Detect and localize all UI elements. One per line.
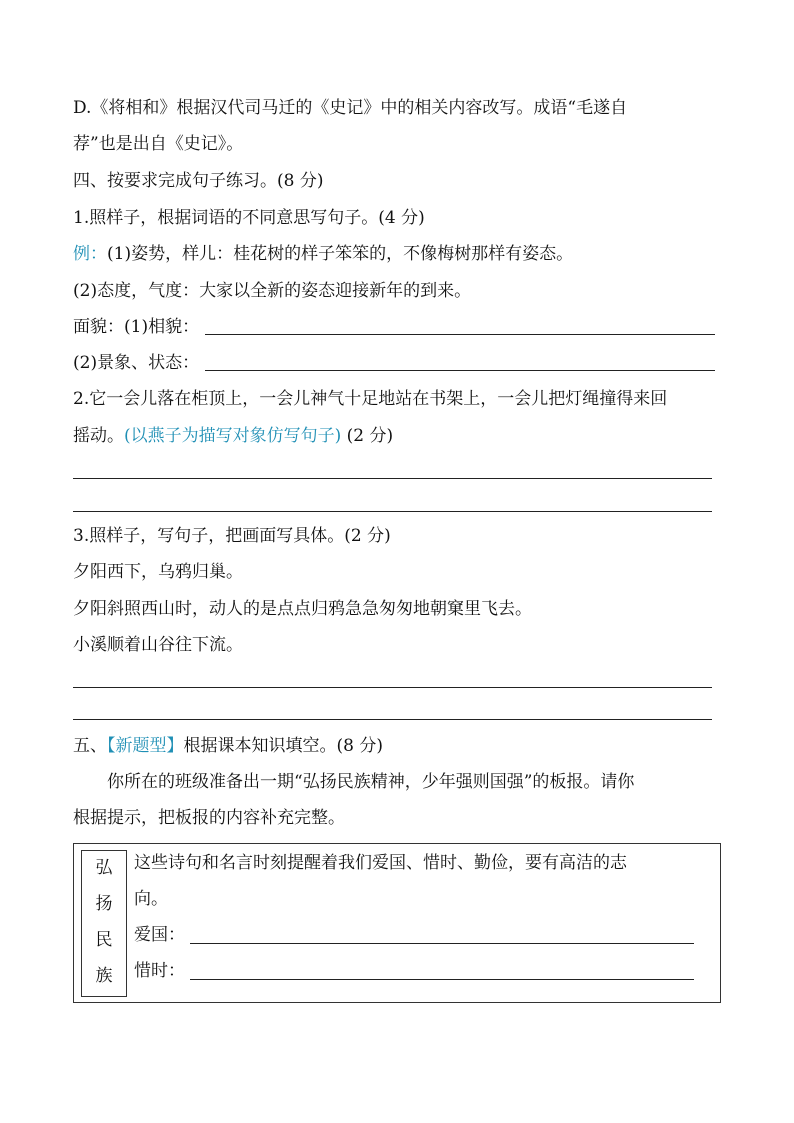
board-side-char-3: 民 [95,930,113,950]
q2-line2-start: 摇动。 [73,426,124,446]
board-side-char-2: 扬 [95,894,113,914]
board-side-char-1: 弘 [95,858,113,878]
board-label-time: 惜时： [134,961,185,981]
patriot-answer-line[interactable] [190,943,694,944]
section-5-prefix: 五、 [73,736,107,756]
section-5-intro2: 根据提示，把板报的内容补充完整。 [73,808,345,828]
q1-item1-label: 面貌：(1)相貌： [73,317,200,337]
q2-hint: (以燕子为描写对象仿写句子) [124,426,342,446]
q3-sentence3: 小溪顺着山谷往下流。 [73,635,243,655]
q1-example1: (1)姿势，样儿：桂花树的样子笨笨的，不像梅树那样有姿态。 [107,244,574,264]
section-5-title-rest: 根据课本知识填空。(8 分) [183,736,383,756]
board-side-char-4: 族 [95,966,113,986]
board-side-column [81,850,127,997]
example-tag: 例： [73,244,107,264]
q2-answer-line-2[interactable] [73,511,712,512]
q2-line1: 2.它一会儿落在柜顶上，一会儿神气十足地站在书架上，一会儿把灯绳撞得来回 [73,389,668,409]
section-4-title: 四、按要求完成句子练习。(8 分) [73,171,324,191]
section-5-title [73,735,383,757]
section-5-intro1: 你所在的班级准备出一期“弘扬民族精神，少年强则国强”的板报。请你 [107,772,635,792]
time-answer-line[interactable] [190,979,694,980]
q3-sentence2: 夕阳斜照西山时，动人的是点点归鸦急急匆匆地朝窠里飞去。 [73,599,532,619]
board-label-patriot: 爱国： [134,925,185,945]
q1-item1-answer-line[interactable] [205,334,715,335]
q1-item2-label: (2)景象、状态： [73,353,200,373]
q2-points: (2 分) [341,426,394,446]
q1-example1-line [73,243,573,265]
question-d-line2: 荐”也是出自《史记》。 [73,134,244,154]
q2-line2 [73,425,393,447]
board-text-line2: 向。 [134,889,168,909]
q3-sentence1: 夕阳西下，乌鸦归巢。 [73,562,243,582]
q3-answer-line-1[interactable] [73,687,712,688]
q3-answer-line-2[interactable] [73,719,712,720]
blackboard-box [73,843,721,1003]
q2-answer-line-1[interactable] [73,478,712,479]
question-d-line1: D.《将相和》根据汉代司马迁的《史记》中的相关内容改写。成语“毛遂自 [73,98,628,118]
q1-item2-answer-line[interactable] [205,370,715,371]
new-question-type-tag: 【新题型】 [107,736,184,756]
board-text-line1: 这些诗句和名言时刻提醒着我们爱国、惜时、勤俭，要有高洁的志 [134,853,627,873]
q1-example2: (2)态度，气度：大家以全新的姿态迎接新年的到来。 [73,281,472,301]
q3-stem: 3.照样子，写句子，把画面写具体。(2 分) [73,526,391,546]
q1-stem: 1.照样子，根据词语的不同意思写句子。(4 分) [73,208,425,228]
